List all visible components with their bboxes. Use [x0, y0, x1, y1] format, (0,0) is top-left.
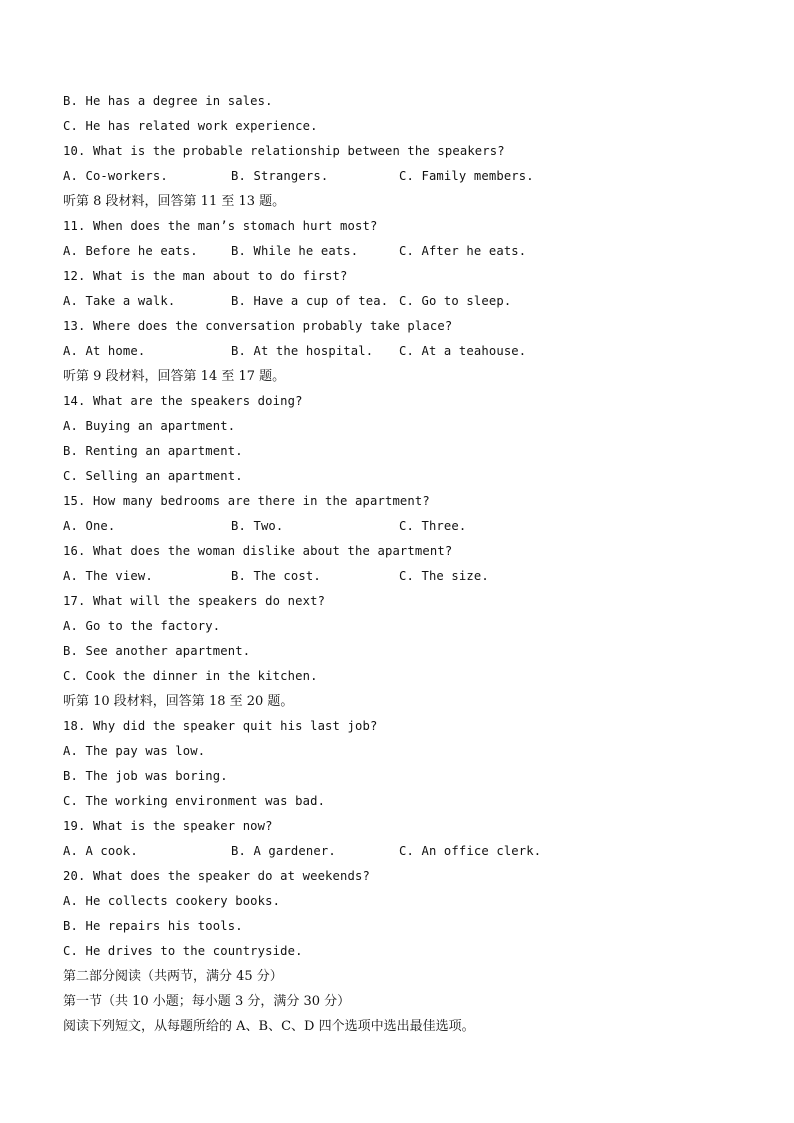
section-instruction: 听第 10 段材料，回答第 18 至 20 题。: [63, 694, 294, 709]
answer-option-b: B. Strangers.: [231, 169, 329, 183]
question-text: 19. What is the speaker now?: [63, 819, 273, 833]
answer-option: C. He drives to the countryside.: [63, 944, 303, 958]
answer-options-row: [63, 164, 743, 189]
section-instruction: 听第 9 段材料，回答第 14 至 17 题。: [63, 369, 286, 384]
answer-option-c: C. The size.: [399, 569, 489, 583]
answer-option-a: A. A cook.: [63, 844, 138, 858]
answer-option: B. The job was boring.: [63, 769, 228, 783]
question-text: 15. How many bedrooms are there in the apartment?: [63, 494, 430, 508]
answer-option-c: C. An office clerk.: [399, 844, 542, 858]
answer-option-c: C. At a teahouse.: [399, 344, 527, 358]
answer-option: C. The working environment was bad.: [63, 794, 326, 808]
answer-option: A. Buying an apartment.: [63, 419, 236, 433]
answer-option: B. He repairs his tools.: [63, 919, 243, 933]
section-instruction: 听第 8 段材料，回答第 11 至 13 题。: [63, 194, 286, 209]
answer-option-b: B. While he eats.: [231, 244, 359, 258]
answer-option: A. The pay was low.: [63, 744, 206, 758]
answer-option-a: A. At home.: [63, 344, 146, 358]
section-instruction: 阅读下列短文，从每题所给的 A、B、C、D 四个选项中选出最佳选项。: [63, 1019, 475, 1034]
answer-option-c: C. Family members.: [399, 169, 534, 183]
question-text: 10. What is the probable relationship between the speakers?: [63, 144, 505, 158]
question-text: 12. What is the man about to do first?: [63, 269, 348, 283]
answer-options-row: [63, 839, 743, 864]
answer-option-b: B. The cost.: [231, 569, 321, 583]
answer-options-row: [63, 289, 743, 314]
question-text: 11. When does the man’s stomach hurt most?: [63, 219, 378, 233]
question-text: 13. Where does the conversation probably take place?: [63, 319, 453, 333]
document-body: [63, 89, 743, 1039]
question-text: 16. What does the woman dislike about the apartment?: [63, 544, 453, 558]
answer-option: C. Cook the dinner in the kitchen.: [63, 669, 318, 683]
answer-option-a: A. Co-workers.: [63, 169, 168, 183]
answer-option: B. Renting an apartment.: [63, 444, 243, 458]
question-text: 20. What does the speaker do at weekends?: [63, 869, 370, 883]
question-text: 18. Why did the speaker quit his last job?: [63, 719, 378, 733]
question-text: 14. What are the speakers doing?: [63, 394, 303, 408]
answer-option: A. Go to the factory.: [63, 619, 221, 633]
answer-options-row: [63, 239, 743, 264]
answer-option-b: B. At the hospital.: [231, 344, 374, 358]
answer-option-b: B. A gardener.: [231, 844, 336, 858]
answer-option-b: B. Two.: [231, 519, 284, 533]
question-text: 17. What will the speakers do next?: [63, 594, 326, 608]
answer-option-c: C. Three.: [399, 519, 467, 533]
section-instruction: 第二部分阅读（共两节，满分 45 分）: [63, 969, 283, 984]
answer-option-a: A. The view.: [63, 569, 153, 583]
answer-option: C. Selling an apartment.: [63, 469, 243, 483]
answer-options-row: [63, 339, 743, 364]
answer-options-row: [63, 564, 743, 589]
answer-option: A. He collects cookery books.: [63, 894, 281, 908]
answer-option: C. He has related work experience.: [63, 119, 318, 133]
answer-option-c: C. After he eats.: [399, 244, 527, 258]
answer-option-c: C. Go to sleep.: [399, 294, 512, 308]
answer-option: B. See another apartment.: [63, 644, 251, 658]
answer-option-b: B. Have a cup of tea.: [231, 294, 389, 308]
answer-option: B. He has a degree in sales.: [63, 94, 273, 108]
answer-option-a: A. One.: [63, 519, 116, 533]
section-instruction: 第一节（共 10 小题；每小题 3 分，满分 30 分）: [63, 994, 351, 1009]
answer-option-a: A. Before he eats.: [63, 244, 198, 258]
answer-option-a: A. Take a walk.: [63, 294, 176, 308]
answer-options-row: [63, 514, 743, 539]
